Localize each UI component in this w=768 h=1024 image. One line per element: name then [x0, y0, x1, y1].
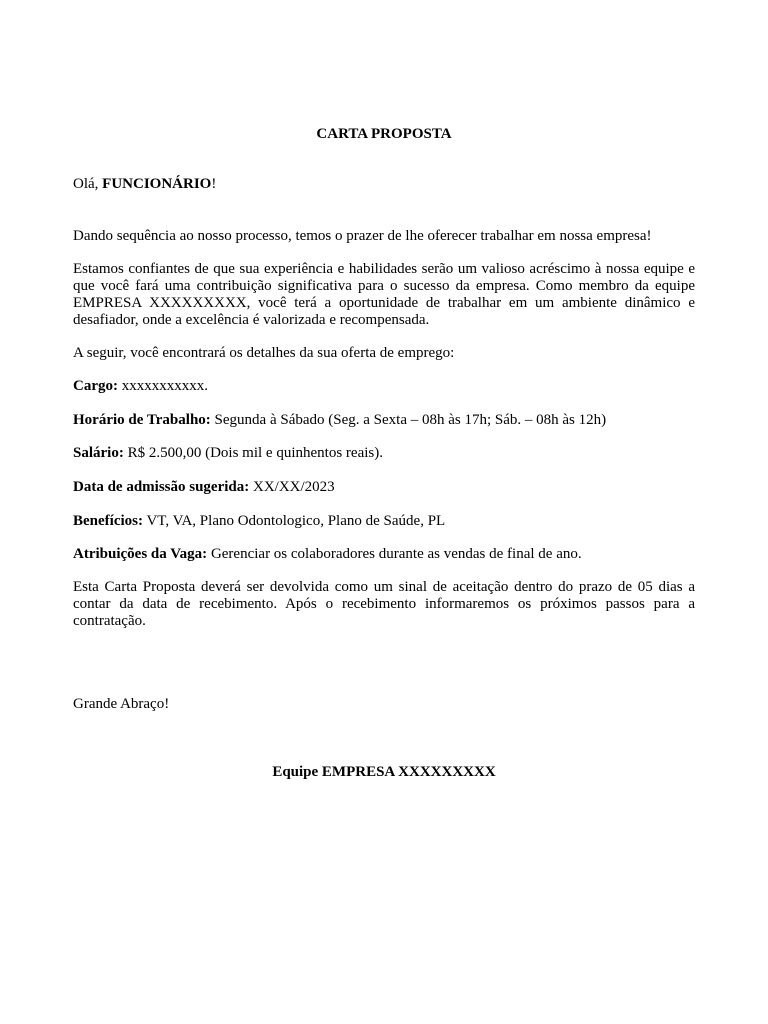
field-value: xxxxxxxxxxx. — [118, 378, 208, 394]
field-beneficios — [73, 513, 695, 530]
greeting-prefix: Olá, — [73, 176, 103, 192]
intro-paragraph: Dando sequência ao nosso processo, temos o prazer de lhe oferecer trabalhar em nossa empresa! — [73, 228, 652, 244]
field-value: VT, VA, Plano Odontologico, Plano de Saúde, PL — [142, 513, 446, 529]
field-data-admissao — [73, 479, 695, 496]
field-label: Benefícios: — [73, 513, 143, 529]
field-label: Salário: — [73, 445, 124, 461]
closing-line: Grande Abraço! — [73, 696, 170, 712]
field-value: Segunda à Sábado (Seg. a Sexta – 08h às 17h; Sáb. – 08h às 12h) — [210, 412, 607, 428]
field-label: Atribuições da Vaga: — [73, 546, 208, 562]
greeting-suffix: ! — [211, 176, 217, 192]
confidence-paragraph: Estamos confiantes de que sua experiência e habilidades serão um valioso acréscimo à nossa equipe e que você fará uma contribuição significativa para o sucesso da empresa. Como membro da equipe EMPRESA XXXXXXXXX, você terá a oportunidade de trabalhar em um ambiente dinâmico e desafiador, onde a excelência é valorizada e recompensada. — [73, 261, 695, 328]
acceptance-paragraph: Esta Carta Proposta deverá ser devolvida como um sinal de aceitação dentro do prazo de 05 dias a contar da data de recebimento. Após o recebimento informaremos os próximos passos para a contratação. — [73, 579, 695, 629]
field-value: R$ 2.500,00 (Dois mil e quinhentos reais). — [123, 445, 383, 461]
field-value: Gerenciar os colaboradores durante as vendas de final de ano. — [207, 546, 582, 562]
field-horario — [73, 412, 695, 429]
field-salario — [73, 445, 695, 462]
greeting — [73, 176, 695, 193]
field-label: Data de admissão sugerida: — [73, 479, 250, 495]
field-value: XX/XX/2023 — [249, 479, 335, 495]
field-atribuicoes — [73, 546, 695, 563]
field-label: Horário de Trabalho: — [73, 412, 211, 428]
details-intro-paragraph: A seguir, você encontrará os detalhes da sua oferta de emprego: — [73, 345, 455, 361]
employee-name: FUNCIONÁRIO — [102, 176, 212, 192]
signature: Equipe EMPRESA XXXXXXXXX — [272, 764, 496, 780]
field-cargo — [73, 378, 695, 395]
document-title: CARTA PROPOSTA — [316, 126, 452, 142]
field-label: Cargo: — [73, 378, 118, 394]
